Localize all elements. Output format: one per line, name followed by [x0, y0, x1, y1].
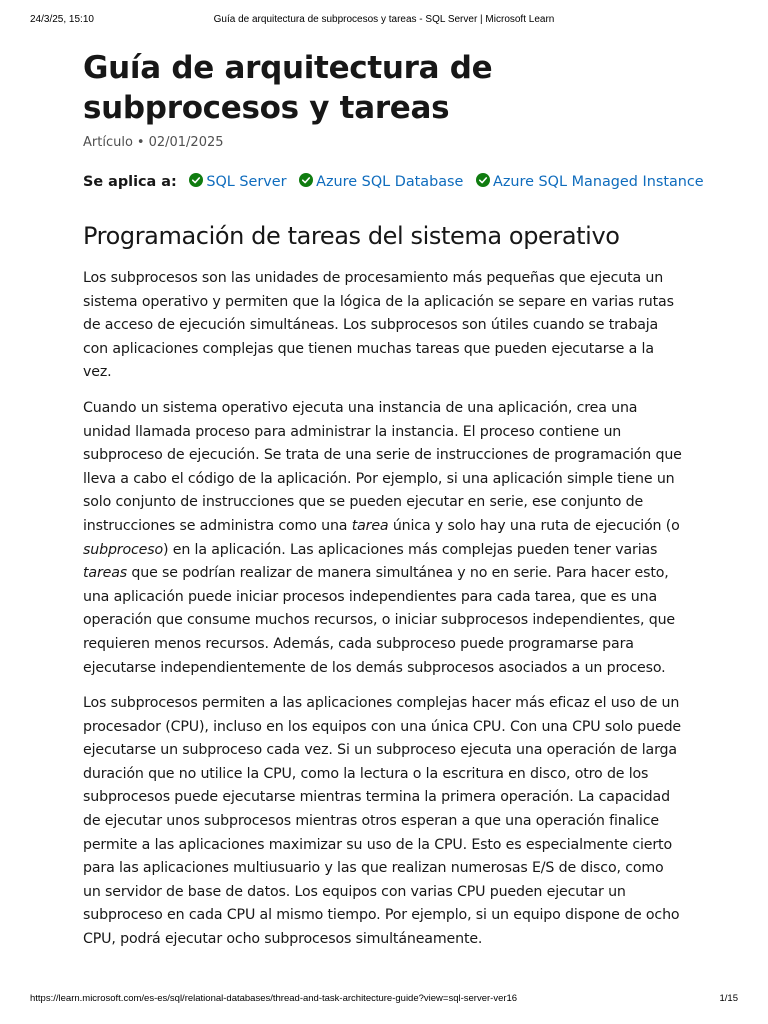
print-page-number: 1/15: [719, 993, 738, 1004]
checkmark-circle-icon: [476, 173, 490, 187]
article-meta: [83, 134, 685, 152]
product-label: Azure SQL Database: [316, 174, 464, 190]
applies-to-azure-sql-database[interactable]: [299, 172, 463, 192]
checkmark-circle-icon: [189, 173, 203, 187]
print-footer: [30, 993, 738, 1009]
print-url: https://learn.microsoft.com/es-es/sql/relational-databases/thread-and-task-architecture-guide?view=sql-server-ver16: [30, 993, 518, 1004]
page-title: Guía de arquitectura de subprocesos y tareas: [83, 50, 493, 126]
paragraph-3: Los subprocesos permiten a las aplicaciones complejas hacer más eficaz el uso de un procesador (CPU), incluso en los equipos con una única CPU. Con una CPU solo puede ejecutarse un subproceso cada vez. Si un subproceso ejecuta una operación de larga duración que no utilice la CPU, como la lectura o la escritura en disco, otro de los subprocesos puede ejecutarse mientras termina la primera operación. La capacidad de ejecutar unos subprocesos mientras otros esperan a que una operación finalice permite a las aplicaciones maximizar su uso de la CPU. Esto es especialmente cierto para las aplicaciones multiusuario y las que realizan numerosas E/S de disco, como un servidor de base de datos. Los equipos con varias CPU pueden ejecutar un subproceso en cada CPU al mismo tiempo. Por ejemplo, si un equipo dispone de ocho CPU, podrá ejecutar ocho subprocesos simultáneamente.: [83, 695, 682, 948]
applies-to: [83, 172, 704, 192]
applies-to-azure-sql-managed-instance[interactable]: [476, 172, 704, 192]
paragraph-2-text: que se podrían realizar de manera simultánea y no en serie. Para hacer esto, una aplicación puede iniciar procesos independientes para cada tarea, que es una operación que consume muchos recursos, o iniciar subprocesos independientes, que requieren menos recursos. Además, cada subproceso puede programarse para ejecutarse independientemente de los demás subprocesos asociados a un proceso.: [83, 565, 675, 676]
product-label: Azure SQL Managed Instance: [492, 174, 704, 190]
emphasis-tarea: tarea: [351, 517, 389, 534]
paragraph-2: [83, 397, 685, 680]
checkmark-circle-icon: [299, 173, 313, 187]
article-content: [83, 48, 704, 952]
paragraph-2-text: única y solo hay una ruta de ejecución (o: [388, 517, 680, 534]
section-heading: Programación de tareas del sistema operativo: [83, 222, 620, 250]
print-header: [30, 14, 738, 30]
product-label: SQL Server: [206, 174, 287, 190]
article-date: 02/01/2025: [148, 135, 224, 150]
paragraph-1: Los subprocesos son las unidades de procesamiento más pequeñas que ejecuta un sistema operativo y permiten que la lógica de la aplicación se separe en varias rutas de acceso de ejecución simultáneas. Los subprocesos son útiles cuando se trabaja con aplicaciones complejas que tienen muchas tareas que pueden ejecutarse a la vez.: [83, 270, 674, 381]
paragraph-2-text: ) en la aplicación. Las aplicaciones más complejas pueden tener varias: [163, 541, 658, 558]
meta-separator: •: [136, 135, 145, 150]
applies-to-sql-server[interactable]: [189, 172, 286, 192]
paragraph-2-text: Cuando un sistema operativo ejecuta una instancia de una aplicación, crea una unidad llamada proceso para administrar la instancia. El proceso contiene un subproceso de ejecución. Se trata de una serie de instrucciones de programación que lleva a cabo el código de la aplicación. Por ejemplo, si una aplicación simple tiene un solo conjunto de instrucciones que se pueden ejecutar en serie, ese conjunto de instrucciones se administra como una: [83, 399, 682, 534]
article-type: Artículo: [83, 135, 133, 150]
print-page-title: Guía de arquitectura de subprocesos y tareas - SQL Server | Microsoft Learn: [213, 14, 555, 25]
print-datetime: 24/3/25, 15:10: [30, 14, 94, 25]
applies-to-label: Se aplica a:: [83, 174, 177, 190]
emphasis-subproceso: subproceso: [83, 541, 164, 558]
emphasis-tareas: tareas: [83, 565, 128, 582]
